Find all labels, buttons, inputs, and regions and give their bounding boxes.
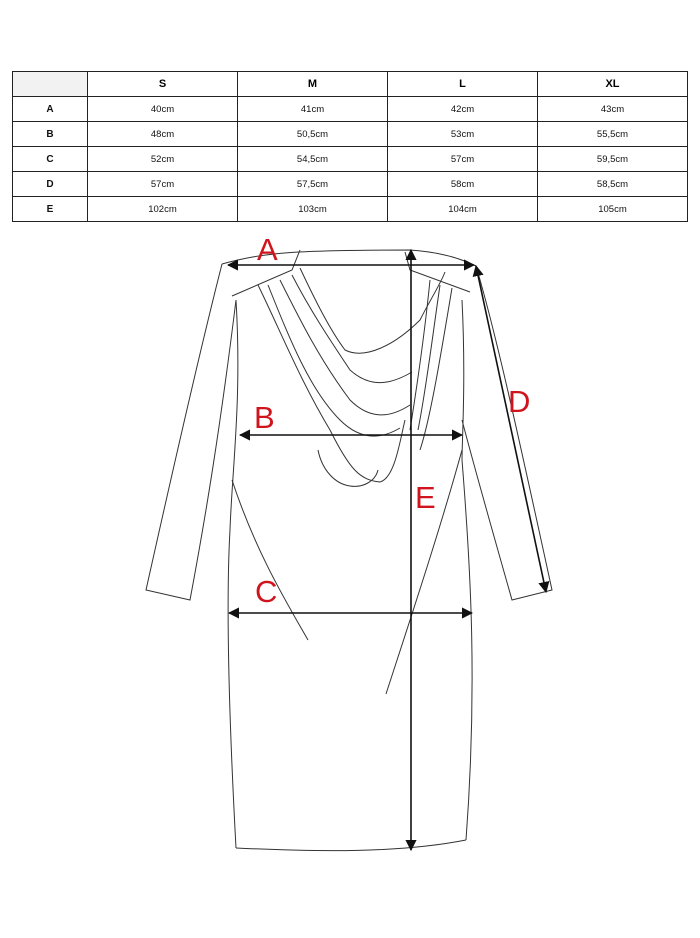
header-size-xl: XL <box>538 72 688 97</box>
table-cell: 55,5cm <box>538 122 688 147</box>
arrow-d <box>476 266 546 592</box>
table-cell: 50,5cm <box>238 122 388 147</box>
label-c: C <box>255 574 278 609</box>
label-e: E <box>415 480 436 515</box>
cowl-fold <box>268 285 400 436</box>
cowl-fold <box>292 275 412 383</box>
row-label: B <box>13 122 88 147</box>
table-cell: 52cm <box>88 147 238 172</box>
table-cell: 53cm <box>388 122 538 147</box>
table-row <box>13 122 688 147</box>
size-table <box>12 71 688 222</box>
table-cell: 42cm <box>388 97 538 122</box>
header-size-m: M <box>238 72 388 97</box>
label-b: B <box>254 400 275 435</box>
label-a: A <box>257 232 278 267</box>
table-cell: 57cm <box>88 172 238 197</box>
table-cell: 58,5cm <box>538 172 688 197</box>
table-row <box>13 97 688 122</box>
row-label: E <box>13 197 88 222</box>
body-right-side <box>462 300 472 840</box>
table-cell: 57cm <box>388 147 538 172</box>
table-cell: 40cm <box>88 97 238 122</box>
table-row <box>13 197 688 222</box>
left-sleeve <box>146 264 236 600</box>
table-row <box>13 172 688 197</box>
corner-cell <box>13 72 88 97</box>
dress-diagram <box>0 228 700 933</box>
drape-line <box>232 480 308 640</box>
header-size-l: L <box>388 72 538 97</box>
row-label: C <box>13 147 88 172</box>
table-header-row <box>13 72 688 97</box>
row-label: A <box>13 97 88 122</box>
table-cell: 105cm <box>538 197 688 222</box>
table-row <box>13 147 688 172</box>
table-cell: 57,5cm <box>238 172 388 197</box>
right-sleeve <box>462 266 552 600</box>
table-cell: 59,5cm <box>538 147 688 172</box>
table-cell: 102cm <box>88 197 238 222</box>
row-label: D <box>13 172 88 197</box>
cowl-fold <box>410 280 452 450</box>
table-cell: 103cm <box>238 197 388 222</box>
cowl-fold <box>280 280 410 415</box>
dress-outline <box>0 228 700 933</box>
cowl-fold <box>318 450 378 486</box>
hem <box>236 840 466 851</box>
table-cell: 43cm <box>538 97 688 122</box>
table-cell: 54,5cm <box>238 147 388 172</box>
label-d: D <box>508 384 531 419</box>
table-cell: 104cm <box>388 197 538 222</box>
table-cell: 48cm <box>88 122 238 147</box>
header-size-s: S <box>88 72 238 97</box>
table-cell: 41cm <box>238 97 388 122</box>
body-left-side <box>228 300 238 848</box>
table-cell: 58cm <box>388 172 538 197</box>
